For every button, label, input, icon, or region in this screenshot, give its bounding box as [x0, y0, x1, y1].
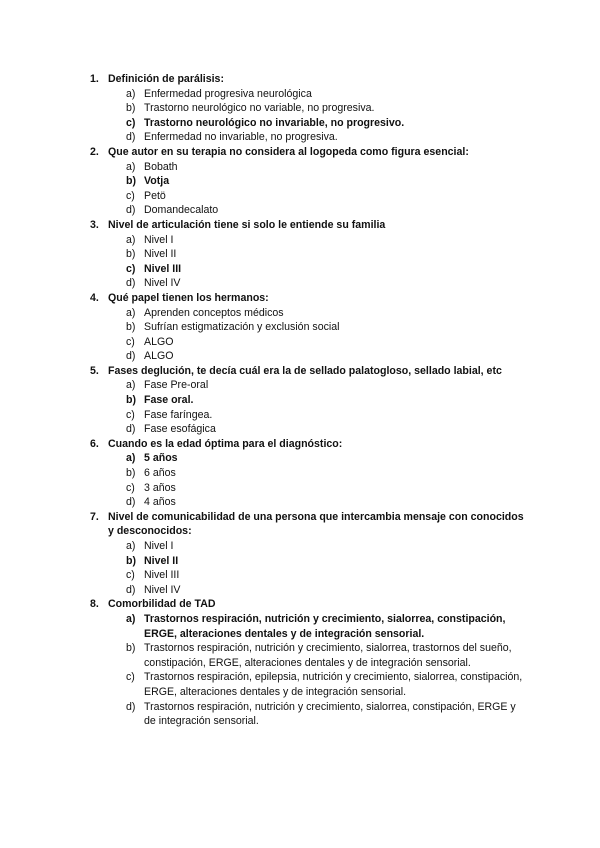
option-text: 6 años: [144, 467, 176, 480]
question-number: 2.: [90, 145, 99, 158]
answer-option: [126, 203, 530, 218]
question-text: Nivel de comunicabilidad de una persona que intercambia mensaje con conocidos y desconocidos:: [108, 510, 524, 538]
answer-option: [126, 466, 530, 481]
question-text: Qué papel tienen los hermanos:: [108, 291, 269, 304]
option-text: Nivel III: [144, 262, 182, 275]
question-item: [90, 145, 530, 218]
question-number: 3.: [90, 218, 99, 231]
answer-option: [126, 101, 530, 116]
option-letter: d): [126, 204, 136, 217]
option-text: Fase oral.: [144, 394, 194, 407]
option-text: Aprenden conceptos médicos: [144, 306, 284, 319]
question-item: [90, 364, 530, 437]
answer-option: [126, 130, 530, 145]
option-letter: d): [126, 350, 136, 363]
question-item: [90, 597, 530, 728]
answer-option: [126, 276, 530, 291]
option-text: Nivel I: [144, 233, 174, 246]
option-letter: d): [126, 423, 136, 436]
question-heading: [90, 145, 530, 160]
option-text: Trastornos respiración, nutrición y crecimiento, sialorrea, trastornos del sueño, constipación, ERGE, alteraciones dentales y de integración sensorial.: [144, 642, 512, 669]
option-letter: c): [126, 569, 135, 582]
option-letter: c): [126, 671, 135, 684]
question-text: Definición de parálisis:: [108, 73, 224, 85]
option-list: [90, 451, 530, 509]
option-text: Domandecalato: [144, 204, 219, 217]
question-number: 8.: [90, 598, 99, 611]
option-list: [90, 378, 530, 436]
question-heading: [90, 291, 530, 306]
option-text: Nivel III: [144, 569, 180, 582]
answer-option: [126, 189, 530, 204]
answer-option: [126, 233, 530, 248]
option-letter: d): [126, 700, 136, 713]
answer-option: [126, 349, 530, 364]
option-letter: a): [126, 233, 136, 246]
option-letter: a): [126, 306, 136, 319]
question-heading: [90, 72, 530, 87]
option-letter: b): [126, 321, 136, 334]
option-letter: b): [126, 102, 136, 115]
option-letter: c): [126, 335, 135, 348]
answer-option: [126, 393, 530, 408]
answer-option: [126, 116, 530, 131]
answer-option: [126, 641, 530, 670]
question-text: Comorbilidad de TAD: [108, 598, 216, 611]
option-letter: c): [126, 408, 135, 421]
answer-option: [126, 451, 530, 466]
option-letter: d): [126, 131, 136, 144]
option-text: Trastorno neurológico no variable, no progresiva.: [144, 102, 375, 115]
question-number: 5.: [90, 364, 99, 377]
answer-option: [126, 568, 530, 583]
option-letter: a): [126, 540, 136, 552]
question-text: Cuando es la edad óptima para el diagnóstico:: [108, 437, 343, 450]
answer-option: [126, 306, 530, 321]
question-heading: [90, 510, 530, 539]
question-text: Fases deglución, te decía cuál era la de sellado palatogloso, sellado labial, etc: [108, 364, 502, 377]
option-letter: b): [126, 248, 136, 261]
option-list: [90, 233, 530, 291]
answer-option: [126, 670, 530, 699]
option-text: Bobath: [144, 160, 178, 173]
option-text: Sufrían estigmatización y exclusión social: [144, 321, 340, 334]
option-letter: b): [126, 467, 136, 480]
option-text: Trastornos respiración, epilepsia, nutrición y crecimiento, sialorrea, constipación, ERGE, alteraciones dentales y de integración sensorial.: [144, 671, 523, 698]
option-list: [90, 160, 530, 218]
option-text: Nivel IV: [144, 277, 181, 290]
option-letter: a): [126, 160, 136, 173]
question-text: Nivel de articulación tiene si solo le entiende su familia: [108, 218, 386, 231]
option-text: Trastornos respiración, nutrición y crecimiento, sialorrea, constipación, ERGE, alteraciones dentales y de integración sensorial.: [144, 612, 506, 640]
question-heading: [90, 597, 530, 612]
question-heading: [90, 437, 530, 452]
option-letter: a): [126, 452, 136, 465]
question-item: [90, 291, 530, 364]
question-item: [90, 437, 530, 510]
option-letter: d): [126, 277, 136, 290]
option-text: 3 años: [144, 481, 176, 494]
option-list: [90, 306, 530, 364]
option-letter: b): [126, 394, 136, 407]
answer-option: [126, 160, 530, 175]
option-text: Fase Pre-oral: [144, 379, 209, 392]
answer-option: [126, 174, 530, 189]
answer-option: [126, 554, 530, 569]
option-letter: c): [126, 189, 135, 202]
question-number: 1.: [90, 73, 99, 85]
answer-option: [126, 87, 530, 102]
answer-option: [126, 320, 530, 335]
question-heading: [90, 364, 530, 379]
question-heading: [90, 218, 530, 233]
option-letter: b): [126, 554, 136, 567]
option-text: Trastornos respiración, nutrición y crecimiento, sialorrea, constipación, ERGE y de integración sensorial.: [144, 700, 516, 728]
answer-option: [126, 700, 530, 729]
question-list: [90, 72, 530, 729]
option-text: Nivel II: [144, 248, 177, 261]
question-number: 7.: [90, 510, 99, 523]
option-letter: d): [126, 583, 136, 596]
question-item: [90, 72, 530, 145]
option-text: Nivel I: [144, 540, 174, 552]
option-text: Enfermedad progresiva neurológica: [144, 87, 312, 100]
option-text: 4 años: [144, 496, 176, 509]
option-text: Fase faríngea.: [144, 408, 213, 421]
option-text: Nivel IV: [144, 583, 181, 596]
option-text: Trastorno neurológico no invariable, no progresivo.: [144, 116, 405, 129]
option-text: Petö: [144, 189, 166, 202]
option-letter: c): [126, 481, 135, 494]
answer-option: [126, 335, 530, 350]
question-number: 6.: [90, 437, 99, 450]
option-letter: d): [126, 496, 136, 509]
question-item: [90, 510, 530, 598]
option-text: Fase esofágica: [144, 423, 216, 436]
option-letter: c): [126, 116, 136, 129]
option-text: Votja: [144, 175, 170, 188]
option-letter: b): [126, 175, 136, 188]
answer-option: [126, 495, 530, 510]
option-text: 5 años: [144, 452, 178, 465]
option-text: Nivel II: [144, 554, 179, 567]
option-letter: c): [126, 262, 136, 275]
answer-option: [126, 247, 530, 262]
question-text: Que autor en su terapia no considera al logopeda como figura esencial:: [108, 145, 469, 158]
option-list: [90, 87, 530, 145]
answer-option: [126, 612, 530, 641]
option-text: ALGO: [144, 350, 174, 363]
option-list: [90, 612, 530, 729]
answer-option: [126, 583, 530, 598]
option-letter: a): [126, 612, 136, 625]
option-list: [90, 539, 530, 597]
answer-option: [126, 408, 530, 423]
question-number: 4.: [90, 291, 99, 304]
answer-option: [126, 378, 530, 393]
answer-option: [126, 422, 530, 437]
option-text: ALGO: [144, 335, 174, 348]
option-text: Enfermedad no invariable, no progresiva.: [144, 131, 338, 144]
option-letter: a): [126, 87, 136, 100]
answer-option: [126, 262, 530, 277]
question-item: [90, 218, 530, 291]
answer-option: [126, 481, 530, 496]
option-letter: b): [126, 642, 136, 655]
option-letter: a): [126, 379, 136, 392]
answer-option: [126, 539, 530, 554]
